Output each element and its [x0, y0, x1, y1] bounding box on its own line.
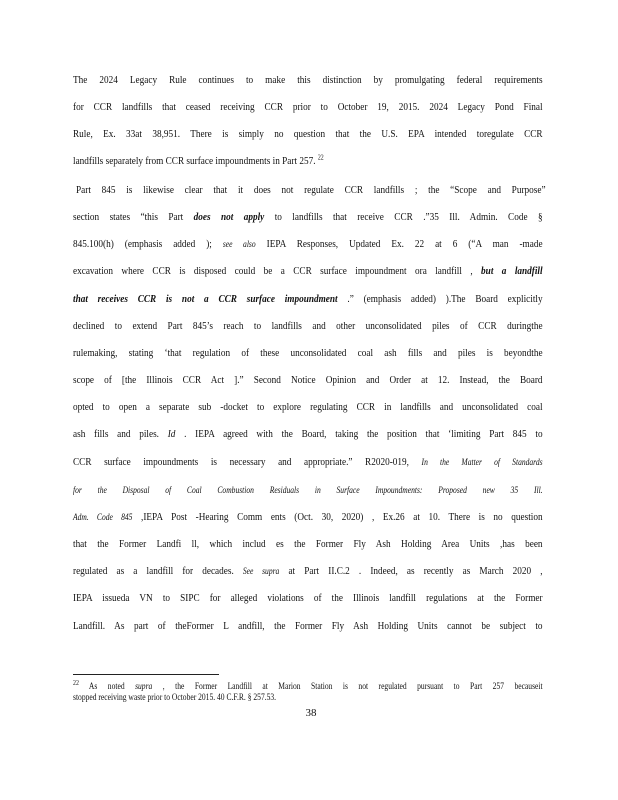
body-line-9: that receives CCR is not a CCR surface impoundment .” (emphasis added) ).The Board explicitly	[73, 293, 543, 305]
body-line-16: for the Disposal of Coal Combustion Residuals in Surface Impoundments: Proposed new 35 Ill.	[73, 485, 543, 495]
body-line-11: rulemaking, stating ‘that regulation of these unconsolidated coal ash fills and piles is beyondthe	[73, 347, 543, 359]
body-line-10: declined to extend Part 845’s reach to landfills and other unconsolidated piles of CCR duringthe	[73, 320, 543, 332]
body-line-8: excavation where CCR is disposed could be a CCR surface impoundment ora landfill , but a landfill	[73, 265, 543, 277]
body-line-14: ash fills and piles. Id . IEPA agreed with the Board, taking the position that ‘limiting Part 845 to	[73, 428, 543, 440]
body-line-4: landfills separately from CCR surface impoundments in Part 257. $^{22}$	[73, 153, 324, 167]
body-line-17: Adm. Code 845 ,IEPA Post -Hearing Comm ents (Oct. 30, 2020) , Ex.26 at 10. There is no question	[73, 511, 543, 523]
body-line-6: section states “this Part does not apply to landfills that receive CCR .”35 Ill. Admin. Code §	[73, 211, 543, 223]
body-line-2: for CCR landfills that ceased receiving CCR prior to October 19, 2015. 2024 Legacy Pond Final	[73, 101, 543, 113]
footnote-line-1: $^{22}$ As noted supra , the Former Landfill at Marion Station is not regulated pursuant to Part 257 becauseit	[73, 679, 543, 691]
body-line-18: that the Former Landfi ll, which includ es the Former Fly Ash Holding Area Units ,has been	[73, 538, 543, 550]
body-line-12: scope of [the Illinois CCR Act ].” Second Notice Opinion and Order at 12. Instead, the Board	[73, 374, 543, 386]
body-line-21: Landfill. As part of theFormer L andfill, the Former Fly Ash Holding Units cannot be subject to	[73, 620, 543, 632]
body-line-1: The 2024 Legacy Rule continues to make this distinction by promulgating federal requirements	[73, 74, 543, 86]
footnote-line-2: stopped receiving waste prior to October 2015. 40 C.F.R. § 257.53.	[73, 692, 277, 702]
body-line-19: regulated as a landfill for decades. See supra at Part II.C.2 . Indeed, as recently as March 2020 ,	[73, 565, 543, 577]
body-line-15: CCR surface impoundments is necessary and appropriate.” R2020-019, In the Matter of Standards	[73, 456, 543, 468]
footnote-reference: 22	[317, 153, 324, 162]
footnote-marker: 22	[73, 679, 79, 687]
body-line-3: Rule, Ex. 33at 38,951. There is simply no question that the U.S. EPA intended toregulate CCR	[73, 128, 543, 140]
page-number: 38	[305, 707, 317, 719]
body-line-20: IEPA issueda VN to SIPC for alleged violations of the Illinois landfill regulations at the Former	[73, 592, 543, 604]
body-line-13: opted to open a separate sub -docket to explore regulating CCR in landfills and unconsolidated coal	[73, 401, 543, 413]
body-line-5: Part 845 is likewise clear that it does not regulate CCR landfills ; the “Scope and Purpose”	[76, 184, 546, 196]
footnote-divider	[73, 674, 219, 675]
body-line-7: 845.100(h) (emphasis added ); see also IEPA Responses, Updated Ex. 22 at 6 (“A man -made	[73, 238, 543, 250]
